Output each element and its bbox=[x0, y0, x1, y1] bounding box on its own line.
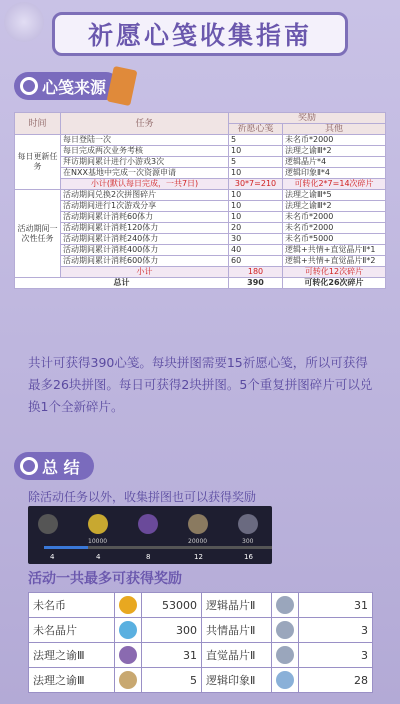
reward-value: 300 bbox=[142, 618, 202, 643]
reward-value: 31 bbox=[142, 643, 202, 668]
circle-icon bbox=[20, 457, 38, 475]
table-cell: 法理之谕Ⅲ*2 bbox=[283, 201, 386, 212]
reward-icon bbox=[115, 668, 142, 693]
title-box bbox=[52, 12, 348, 56]
table-cell: 未名币*5000 bbox=[283, 234, 386, 245]
chip-icon bbox=[238, 514, 258, 534]
subtotal-row bbox=[15, 267, 386, 278]
table-cell: 活动期间进行1次游戏分享 bbox=[61, 201, 229, 212]
table-cell: 20 bbox=[229, 223, 283, 234]
reward-name: 未名晶片 bbox=[29, 618, 115, 643]
section-label: 心笺来源 bbox=[42, 77, 107, 97]
table-cell: 逻辑+共情+直觉晶片Ⅱ*2 bbox=[283, 256, 386, 267]
table-cell: 60 bbox=[229, 256, 283, 267]
reward-row bbox=[29, 593, 373, 618]
table-cell: 活动期间累计消耗600体力 bbox=[61, 256, 229, 267]
table-row bbox=[15, 190, 386, 201]
reward-name: 法理之谕Ⅲ bbox=[29, 668, 115, 693]
table-row bbox=[15, 135, 386, 146]
chip-icon bbox=[138, 514, 158, 534]
table-cell: 每日登陆一次 bbox=[61, 135, 229, 146]
page-title: 祈愿心笺收集指南 bbox=[87, 21, 312, 50]
table-row bbox=[15, 157, 386, 168]
reward-icon bbox=[272, 643, 299, 668]
reward-icon bbox=[272, 618, 299, 643]
bar-number: 20000 bbox=[188, 538, 208, 545]
table-row bbox=[15, 256, 386, 267]
group-name: 每日更新任务 bbox=[15, 135, 61, 190]
table-cell: 未名币*2000 bbox=[283, 212, 386, 223]
coin-icon bbox=[188, 514, 208, 534]
table-cell: 10 bbox=[229, 146, 283, 157]
bar-fill bbox=[44, 546, 88, 549]
table-cell: 40 bbox=[229, 245, 283, 256]
group-name: 活动期间一次性任务 bbox=[15, 190, 61, 278]
circle-icon bbox=[20, 77, 38, 95]
table-row bbox=[15, 201, 386, 212]
reward-value: 31 bbox=[299, 593, 373, 618]
table-cell: 法理之谕Ⅲ*5 bbox=[283, 190, 386, 201]
table-cell: 10 bbox=[229, 201, 283, 212]
col-time: 时间 bbox=[15, 113, 61, 135]
reward-value: 3 bbox=[299, 643, 373, 668]
col-reward: 奖励 bbox=[229, 113, 386, 124]
reward-icon bbox=[115, 618, 142, 643]
reward-value: 53000 bbox=[142, 593, 202, 618]
table-row bbox=[15, 146, 386, 157]
table-cell: 10 bbox=[229, 190, 283, 201]
reward-value: 5 bbox=[142, 668, 202, 693]
reward-name: 法理之谕Ⅲ bbox=[29, 643, 115, 668]
subtotal-cell: 可转化12次碎片 bbox=[283, 267, 386, 278]
subtotal-row bbox=[15, 179, 386, 190]
table-cell: 法理之谕Ⅲ*2 bbox=[283, 146, 386, 157]
table-row bbox=[15, 212, 386, 223]
table-cell: 活动期间累计消耗240体力 bbox=[61, 234, 229, 245]
reward-icon bbox=[272, 593, 299, 618]
table-cell: 活动期间累计消耗60体力 bbox=[61, 212, 229, 223]
table-cell: 10 bbox=[229, 212, 283, 223]
table-cell: 每日完成两次业务考核 bbox=[61, 146, 229, 157]
reward-name: 逻辑晶片Ⅱ bbox=[202, 593, 272, 618]
table-cell: 拜访期间累计进行小游戏3次 bbox=[61, 157, 229, 168]
table-row bbox=[15, 168, 386, 179]
section-head-source bbox=[14, 72, 120, 100]
reward-icon bbox=[115, 593, 142, 618]
section-label: 总 结 bbox=[42, 457, 80, 477]
reward-name: 共情晶片Ⅱ bbox=[202, 618, 272, 643]
reward-name: 直觉晶片Ⅱ bbox=[202, 643, 272, 668]
summary-paragraph: 共计可获得390心笺。每块拼图需要15祈愿心笺，所以可获得最多26块拼图。每日可获得2块拼图。5个重复拼图碎片可以兑换1个全新碎片。 bbox=[28, 355, 373, 414]
bar-tick: 4 bbox=[96, 553, 101, 561]
reward-row bbox=[29, 668, 373, 693]
rewards-table bbox=[28, 592, 373, 693]
col-task: 任务 bbox=[61, 113, 229, 135]
table-cell: 活动期间累计消耗120体力 bbox=[61, 223, 229, 234]
sub-text: 除活动任务以外，收集拼图也可以获得奖励 bbox=[28, 490, 257, 504]
reward-icon bbox=[115, 643, 142, 668]
tag-icon bbox=[107, 66, 138, 106]
reward-icon bbox=[272, 668, 299, 693]
table-cell: 5 bbox=[229, 157, 283, 168]
total-cell: 总计 bbox=[15, 278, 229, 289]
reward-row bbox=[29, 618, 373, 643]
bar-number: 300 bbox=[242, 538, 254, 545]
col-xj: 祈愿心笺 bbox=[229, 124, 283, 135]
subtotal-cell: 小计 bbox=[61, 267, 229, 278]
corner-decoration bbox=[4, 2, 44, 42]
subtotal-cell: 180 bbox=[229, 267, 283, 278]
table-cell: 未名币*2000 bbox=[283, 135, 386, 146]
table-cell: 30 bbox=[229, 234, 283, 245]
table-row bbox=[15, 234, 386, 245]
table-cell: 逻辑+共情+直觉晶片Ⅱ*1 bbox=[283, 245, 386, 256]
reward-name: 未名币 bbox=[29, 593, 115, 618]
total-cell: 可转化26次碎片 bbox=[283, 278, 386, 289]
bar-number: 10000 bbox=[88, 538, 108, 545]
table-cell: 活动期间兑换2次拼图碎片 bbox=[61, 190, 229, 201]
section-head-summary bbox=[14, 452, 94, 480]
table-cell: 活动期间累计消耗400体力 bbox=[61, 245, 229, 256]
bar-tick: 16 bbox=[244, 553, 253, 561]
total-cell: 390 bbox=[229, 278, 283, 289]
bar-tick: 8 bbox=[146, 553, 151, 561]
bar-tick: 4 bbox=[50, 553, 55, 561]
table-row bbox=[15, 223, 386, 234]
table-cell: 未名币*2000 bbox=[283, 223, 386, 234]
reward-value: 28 bbox=[299, 668, 373, 693]
table-cell: 逻辑晶片*4 bbox=[283, 157, 386, 168]
bar-tick: 12 bbox=[194, 553, 203, 561]
reward-progress-bar bbox=[28, 506, 272, 564]
subtotal-cell: 可转化2*7=14次碎片 bbox=[283, 179, 386, 190]
total-row bbox=[15, 278, 386, 289]
subtotal-cell: 30*7=210 bbox=[229, 179, 283, 190]
reward-icon bbox=[38, 514, 58, 534]
source-table bbox=[14, 112, 386, 289]
coin-icon bbox=[88, 514, 108, 534]
table-row bbox=[15, 245, 386, 256]
table-cell: 10 bbox=[229, 168, 283, 179]
table-cell: 5 bbox=[229, 135, 283, 146]
table-cell: 在NXX基地中完成一次资源申请 bbox=[61, 168, 229, 179]
table-cell: 逻辑印象Ⅱ*4 bbox=[283, 168, 386, 179]
subtotal-cell: 小计(默认每日完成，一共7日) bbox=[61, 179, 229, 190]
col-other: 其他 bbox=[283, 124, 386, 135]
reward-row bbox=[29, 643, 373, 668]
reward-value: 3 bbox=[299, 618, 373, 643]
rewards-heading: 活动一共最多可获得奖励 bbox=[28, 571, 182, 587]
reward-name: 逻辑印象Ⅱ bbox=[202, 668, 272, 693]
